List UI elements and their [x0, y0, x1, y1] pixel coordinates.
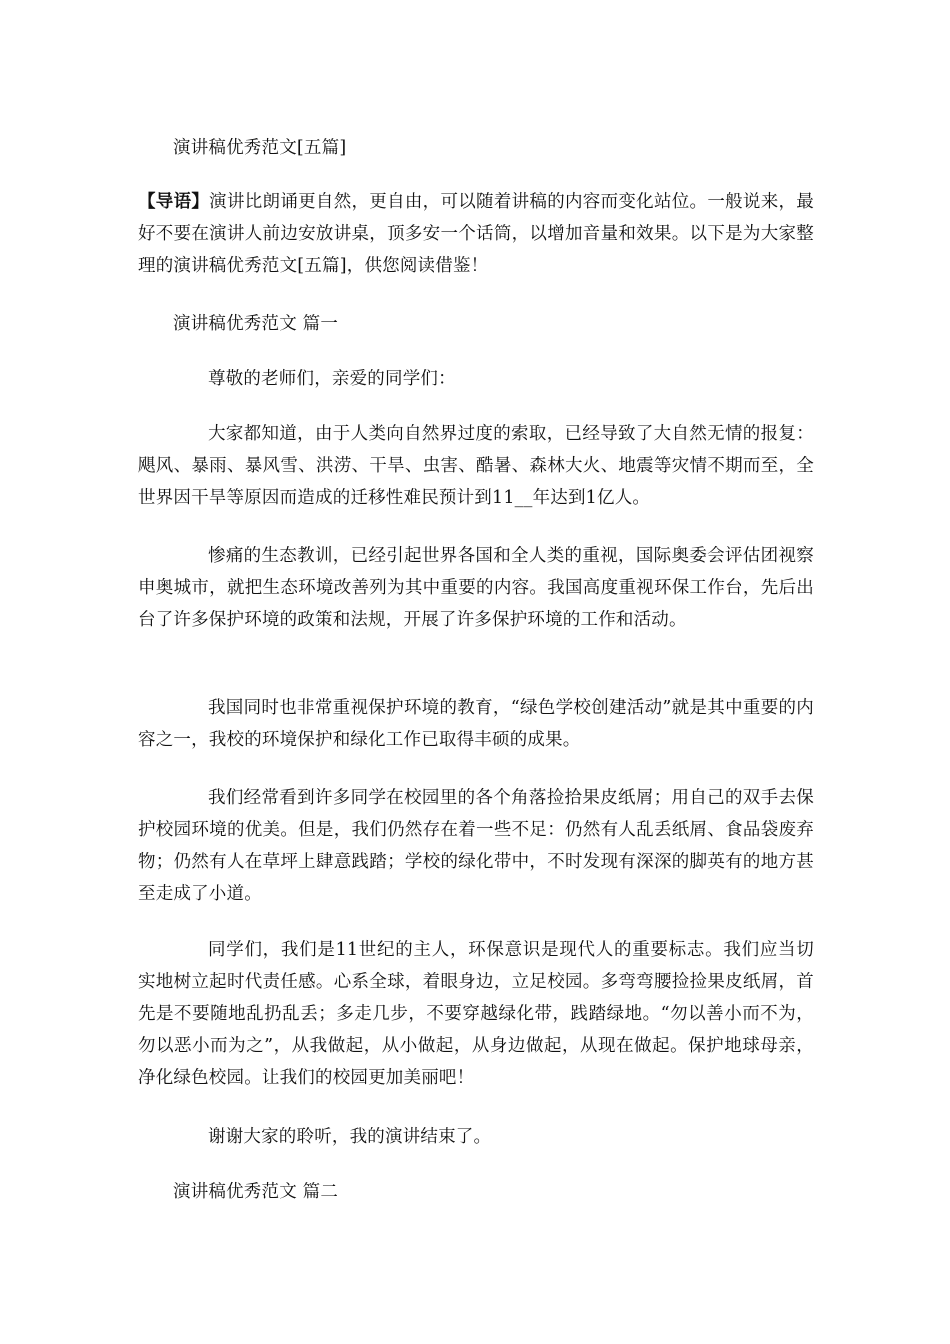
- body-paragraph-5: 同学们，我们是11世纪的主人，环保意识是现代人的重要标志。我们应当切实地树立起时代责任感。心系全球，着眼身边，立足校园。多弯弯腰捡捡果皮纸屑，首先是不要随地乱扔乱丢；多走几步，不要穿越绿化带，践踏绿地。“勿以善小而不为，勿以恶小而为之”，从我做起，从小做起，从身边做起，从现在做起。保护地球母亲，净化绿色校园。让我们的校园更加美丽吧！: [138, 940, 814, 1088]
- section-heading-1: 演讲稿优秀范文 篇一: [173, 314, 339, 334]
- intro-paragraph: [138, 186, 814, 282]
- body-paragraph-2: 惨痛的生态教训，已经引起世界各国和全人类的重视，国际奥委会评估团视察申奥城市，就把生态环境改善列为其中重要的内容。我国高度重视环保工作台，先后出台了许多保护环境的政策和法规，开展了许多保护环境的工作和活动。: [138, 546, 814, 630]
- body-paragraph-4: 我们经常看到许多同学在校园里的各个角落捡拾果皮纸屑；用自己的双手去保护校园环境的优美。但是，我们仍然存在着一些不足：仍然有人乱丢纸屑、食品袋废弃物；仍然有人在草坪上肆意践踏；学校的绿化带中，不时发现有深深的脚英有的地方甚至走成了小道。: [138, 788, 814, 904]
- intro-text: 演讲比朗诵更自然，更自由，可以随着讲稿的内容而变化站位。一般说来，最好不要在演讲人前边安放讲桌，顶多安一个话筒，以增加音量和效果。以下是为大家整理的演讲稿优秀范文[五篇]，供您阅读借鉴！: [138, 192, 814, 276]
- body-paragraph-3: 我国同时也非常重视保护环境的教育，“绿色学校创建活动”就是其中重要的内容之一，我校的环境保护和绿化工作已取得丰硕的成果。: [138, 698, 814, 750]
- document-page: [138, 0, 814, 1344]
- body-paragraph-1: 大家都知道，由于人类向自然界过度的索取，已经导致了大自然无情的报复：飓风、暴雨、暴风雪、洪涝、干旱、虫害、酷暑、森林大火、地震等灾情不期而至，全世界因干旱等原因而造成的迁移性难民预计到11__年达到1亿人。: [138, 424, 814, 508]
- closing-line: 谢谢大家的聆听，我的演讲结束了。: [208, 1127, 492, 1147]
- intro-label: 【导语】: [138, 192, 210, 212]
- document-title: 演讲稿优秀范文[五篇]: [173, 138, 347, 158]
- section-heading-2: 演讲稿优秀范文 篇二: [173, 1182, 339, 1202]
- salutation: 尊敬的老师们，亲爱的同学们：: [208, 369, 456, 389]
